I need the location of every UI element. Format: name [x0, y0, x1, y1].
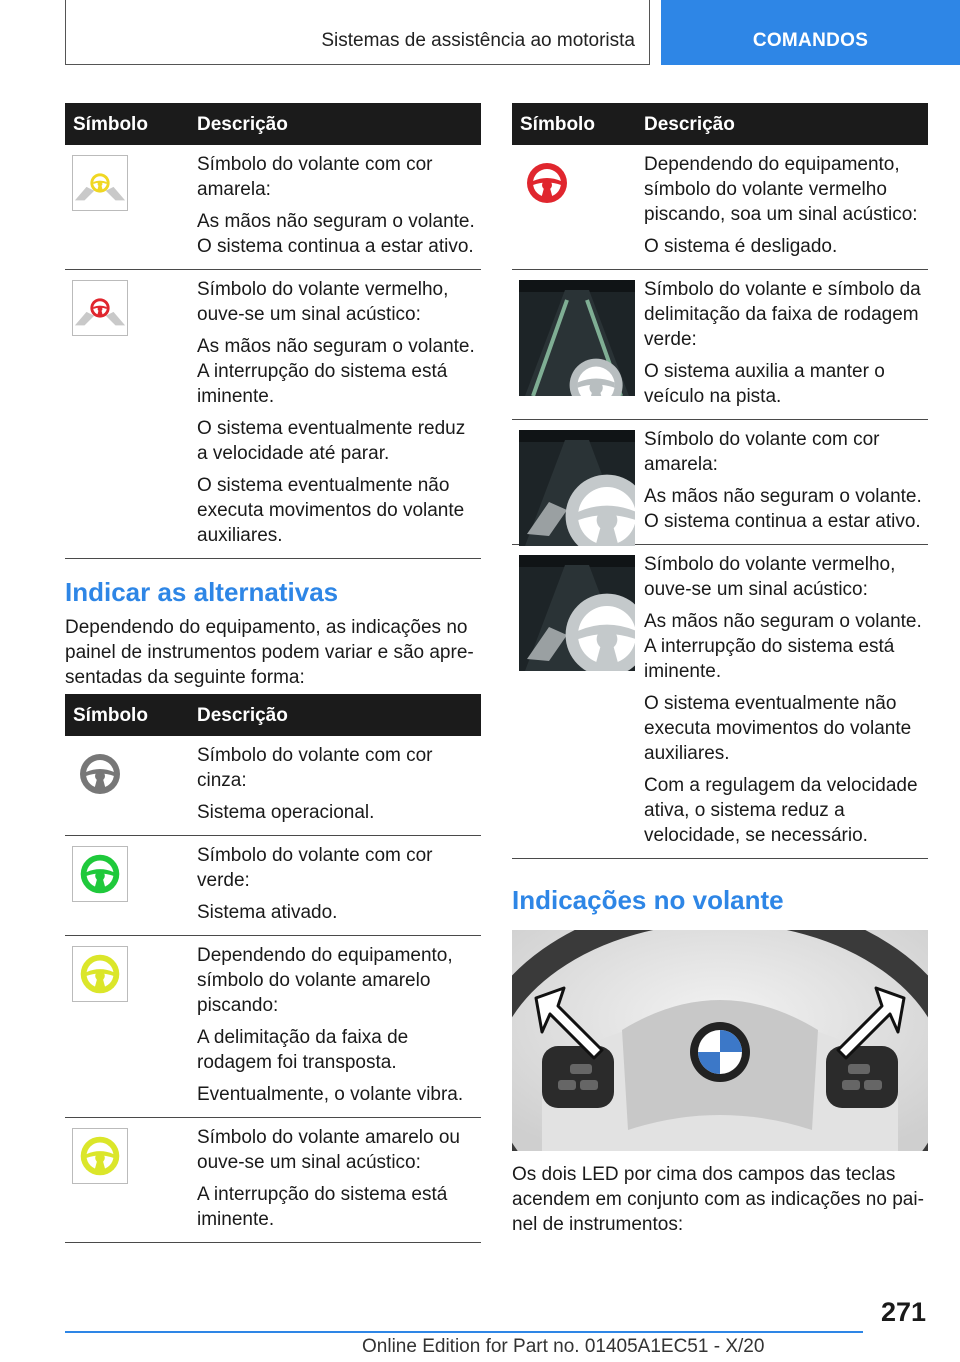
steering-wheel-buttons-photo — [512, 930, 928, 1151]
row-text: Dependendo do equipamento, símbolo do volante vermelho piscando, soa um sinal acústico: — [644, 154, 918, 225]
header-symbol: Símbolo — [73, 705, 148, 726]
row-text: Símbolo do volante com cor amarela: — [197, 154, 433, 200]
table-row — [512, 145, 928, 270]
steering-wheel-yellow-icon — [72, 946, 128, 1002]
row-text: Eventualmente, o volante vibra. — [197, 1084, 464, 1105]
steering-wheel-red-hands-icon — [72, 280, 128, 336]
row-text: Símbolo do volante com cor verde: — [197, 845, 433, 891]
table-row — [512, 420, 928, 545]
table-header — [512, 103, 928, 145]
steering-wheel-yellow-hands-icon — [72, 155, 128, 211]
table-row — [512, 545, 928, 859]
header-description: Descrição — [197, 705, 288, 726]
steering-wheel-grey-icon — [72, 746, 128, 802]
table-row — [65, 145, 481, 270]
row-text: Com a regulagem da velocidade ativa, o sistema reduz a velocidade, se necessário. — [644, 775, 918, 846]
header-section-title: Sistemas de assistência ao motorista — [321, 30, 635, 51]
header-left-box — [65, 0, 650, 65]
section-title-wheel: Indicações no volante — [512, 885, 784, 915]
row-text: O sistema é desligado. — [644, 236, 838, 257]
table-row — [65, 1118, 481, 1243]
row-text: A delimitação da faixa de rodagem foi transposta. — [197, 1027, 409, 1073]
section-title-alternatives: Indicar as alternativas — [65, 577, 339, 607]
row-text: Símbolo do volante vermelho, ouve-se um sinal acústico: — [197, 279, 449, 325]
table-row — [65, 270, 481, 559]
dashboard-hands-yellow-icon — [519, 430, 635, 546]
header-chapter-label: COMANDOS — [752, 30, 869, 51]
row-text: O sistema eventualmente reduz a velocidade até parar. — [197, 418, 466, 464]
header-description: Descrição — [197, 114, 288, 135]
footer-edition[interactable]: Online Edition for Part no. 01405A1EC51 - X/20 — [362, 1336, 765, 1357]
row-text: O sistema auxilia a manter o veículo na pista. — [644, 361, 885, 407]
alternatives-intro: Dependendo do equipamento, as indicações no painel de instrumentos podem variar e são apre- sentadas da seguinte forma: — [65, 617, 474, 688]
table-header — [65, 103, 481, 145]
row-text: As mãos não seguram o volante. A interrupção do sistema está iminente. — [644, 611, 922, 682]
table-row — [512, 270, 928, 420]
header-symbol: Símbolo — [520, 114, 595, 135]
row-text: O sistema eventualmente não executa movimentos do volante auxiliares. — [644, 693, 912, 764]
steering-wheel-yellow-icon — [72, 1128, 128, 1184]
row-text: Símbolo do volante vermelho, ouve-se um sinal acústico: — [644, 554, 896, 600]
footer-divider — [65, 1331, 863, 1333]
row-text: Símbolo do volante e símbolo da delimitação da faixa de rodagem verde: — [644, 279, 921, 350]
symbol-table-2 — [65, 694, 481, 1243]
row-text: Sistema ativado. — [197, 902, 338, 923]
row-text: Símbolo do volante amarelo ou ouve-se um sinal acústico: — [197, 1127, 460, 1173]
header-description: Descrição — [644, 114, 735, 135]
row-text: Sistema operacional. — [197, 802, 375, 823]
wheel-led-text: Os dois LED por cima dos campos das teclas acendem em conjunto com as indicações no pai- nel de instrumentos: — [512, 1164, 924, 1235]
row-text: A interrupção do sistema está iminente. — [197, 1184, 448, 1230]
header-chapter-tab[interactable] — [661, 0, 960, 65]
symbol-table-1 — [65, 103, 481, 559]
steering-wheel-green-icon — [72, 846, 128, 902]
row-text: As mãos não seguram o volante. A interrupção do sistema está iminente. — [197, 336, 475, 407]
table-row — [65, 836, 481, 936]
dashboard-hands-red-icon — [519, 555, 635, 671]
row-text: As mãos não seguram o volante. O sistema continua a estar ativo. — [644, 486, 922, 532]
row-text: Dependendo do equipamento, símbolo do volante amarelo piscando: — [197, 945, 453, 1016]
table-row — [65, 936, 481, 1118]
header-symbol: Símbolo — [73, 114, 148, 135]
row-text: O sistema eventualmente não executa movimentos do volante auxiliares. — [197, 475, 465, 546]
dashboard-lane-green-icon — [519, 280, 635, 396]
table-header — [65, 694, 481, 736]
steering-wheel-red-icon — [519, 155, 575, 211]
symbol-table-3 — [512, 103, 928, 859]
row-text: Símbolo do volante com cor cinza: — [197, 745, 433, 791]
table-row — [65, 736, 481, 836]
row-text: As mãos não seguram o volante. O sistema continua a estar ativo. — [197, 211, 475, 257]
page-number: 271 — [880, 1297, 926, 1327]
row-text: Símbolo do volante com cor amarela: — [644, 429, 880, 475]
